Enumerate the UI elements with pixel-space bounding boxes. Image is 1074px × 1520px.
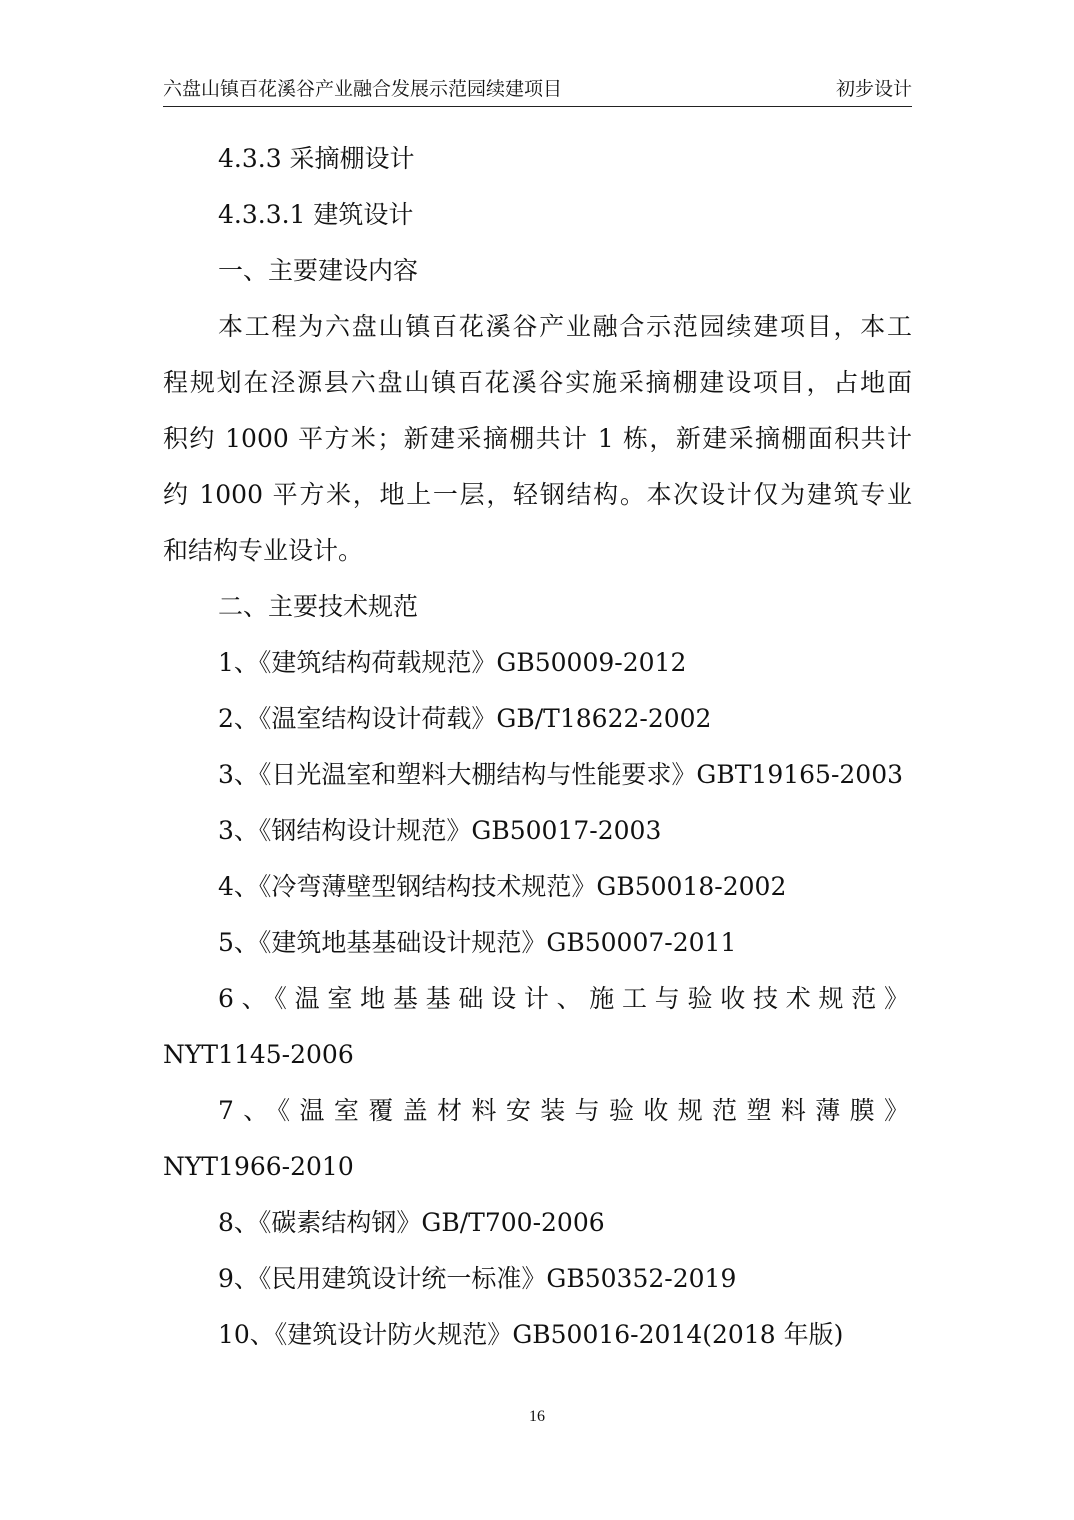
- part-heading-standards: 二、主要技术规范: [218, 592, 419, 621]
- part-heading-construction: 一、主要建设内容: [218, 256, 419, 285]
- standard-item: 5、《建筑地基基础设计规范》GB50007-2011: [218, 928, 737, 957]
- standard-item: 6、《温室地基基础设计、施工与验收技术规范》: [218, 984, 912, 1013]
- paragraph-line: 和结构专业设计。: [163, 536, 364, 565]
- standard-item: 4、《冷弯薄壁型钢结构技术规范》GB50018-2002: [218, 872, 787, 901]
- standard-item-continuation: NYT1966-2010: [163, 1152, 354, 1181]
- page-header: [163, 76, 912, 107]
- document-body: [163, 131, 912, 1363]
- standard-item: 3、《日光温室和塑料大棚结构与性能要求》GBT19165-2003: [218, 760, 904, 789]
- subsection-heading: 4.3.3.1 建筑设计: [218, 200, 414, 229]
- standard-item: 8、《碳素结构钢》GB/T700-2006: [218, 1208, 605, 1237]
- standard-item-continuation: NYT1145-2006: [163, 1040, 354, 1069]
- paragraph-line: 约 1000 平方米，地上一层，轻钢结构。本次设计仅为建筑专业: [163, 480, 912, 509]
- document-title: 六盘山镇百花溪谷产业融合发展示范园续建项目: [163, 78, 563, 100]
- standard-item: 9、《民用建筑设计统一标准》GB50352-2019: [218, 1264, 737, 1293]
- standard-item: 3、《钢结构设计规范》GB50017-2003: [218, 816, 662, 845]
- paragraph-line: 程规划在泾源县六盘山镇百花溪谷实施采摘棚建设项目，占地面: [163, 368, 912, 397]
- standard-item: 10、《建筑设计防火规范》GB50016-2014(2018 年版): [218, 1320, 844, 1349]
- paragraph-line: 本工程为六盘山镇百花溪谷产业融合示范园续建项目，本工: [218, 312, 912, 341]
- document-section: 初步设计: [835, 78, 912, 100]
- standard-item: 7、《温室覆盖材料安装与验收规范塑料薄膜》: [218, 1096, 912, 1125]
- paragraph-line: 积约 1000 平方米；新建采摘棚共计 1 栋，新建采摘棚面积共计: [163, 424, 912, 453]
- section-heading: 4.3.3 采摘棚设计: [218, 144, 415, 173]
- page-number: 16: [529, 1408, 545, 1425]
- standard-item: 1、《建筑结构荷载规范》GB50009-2012: [218, 648, 687, 677]
- standard-item: 2、《温室结构设计荷载》GB/T18622-2002: [218, 704, 712, 733]
